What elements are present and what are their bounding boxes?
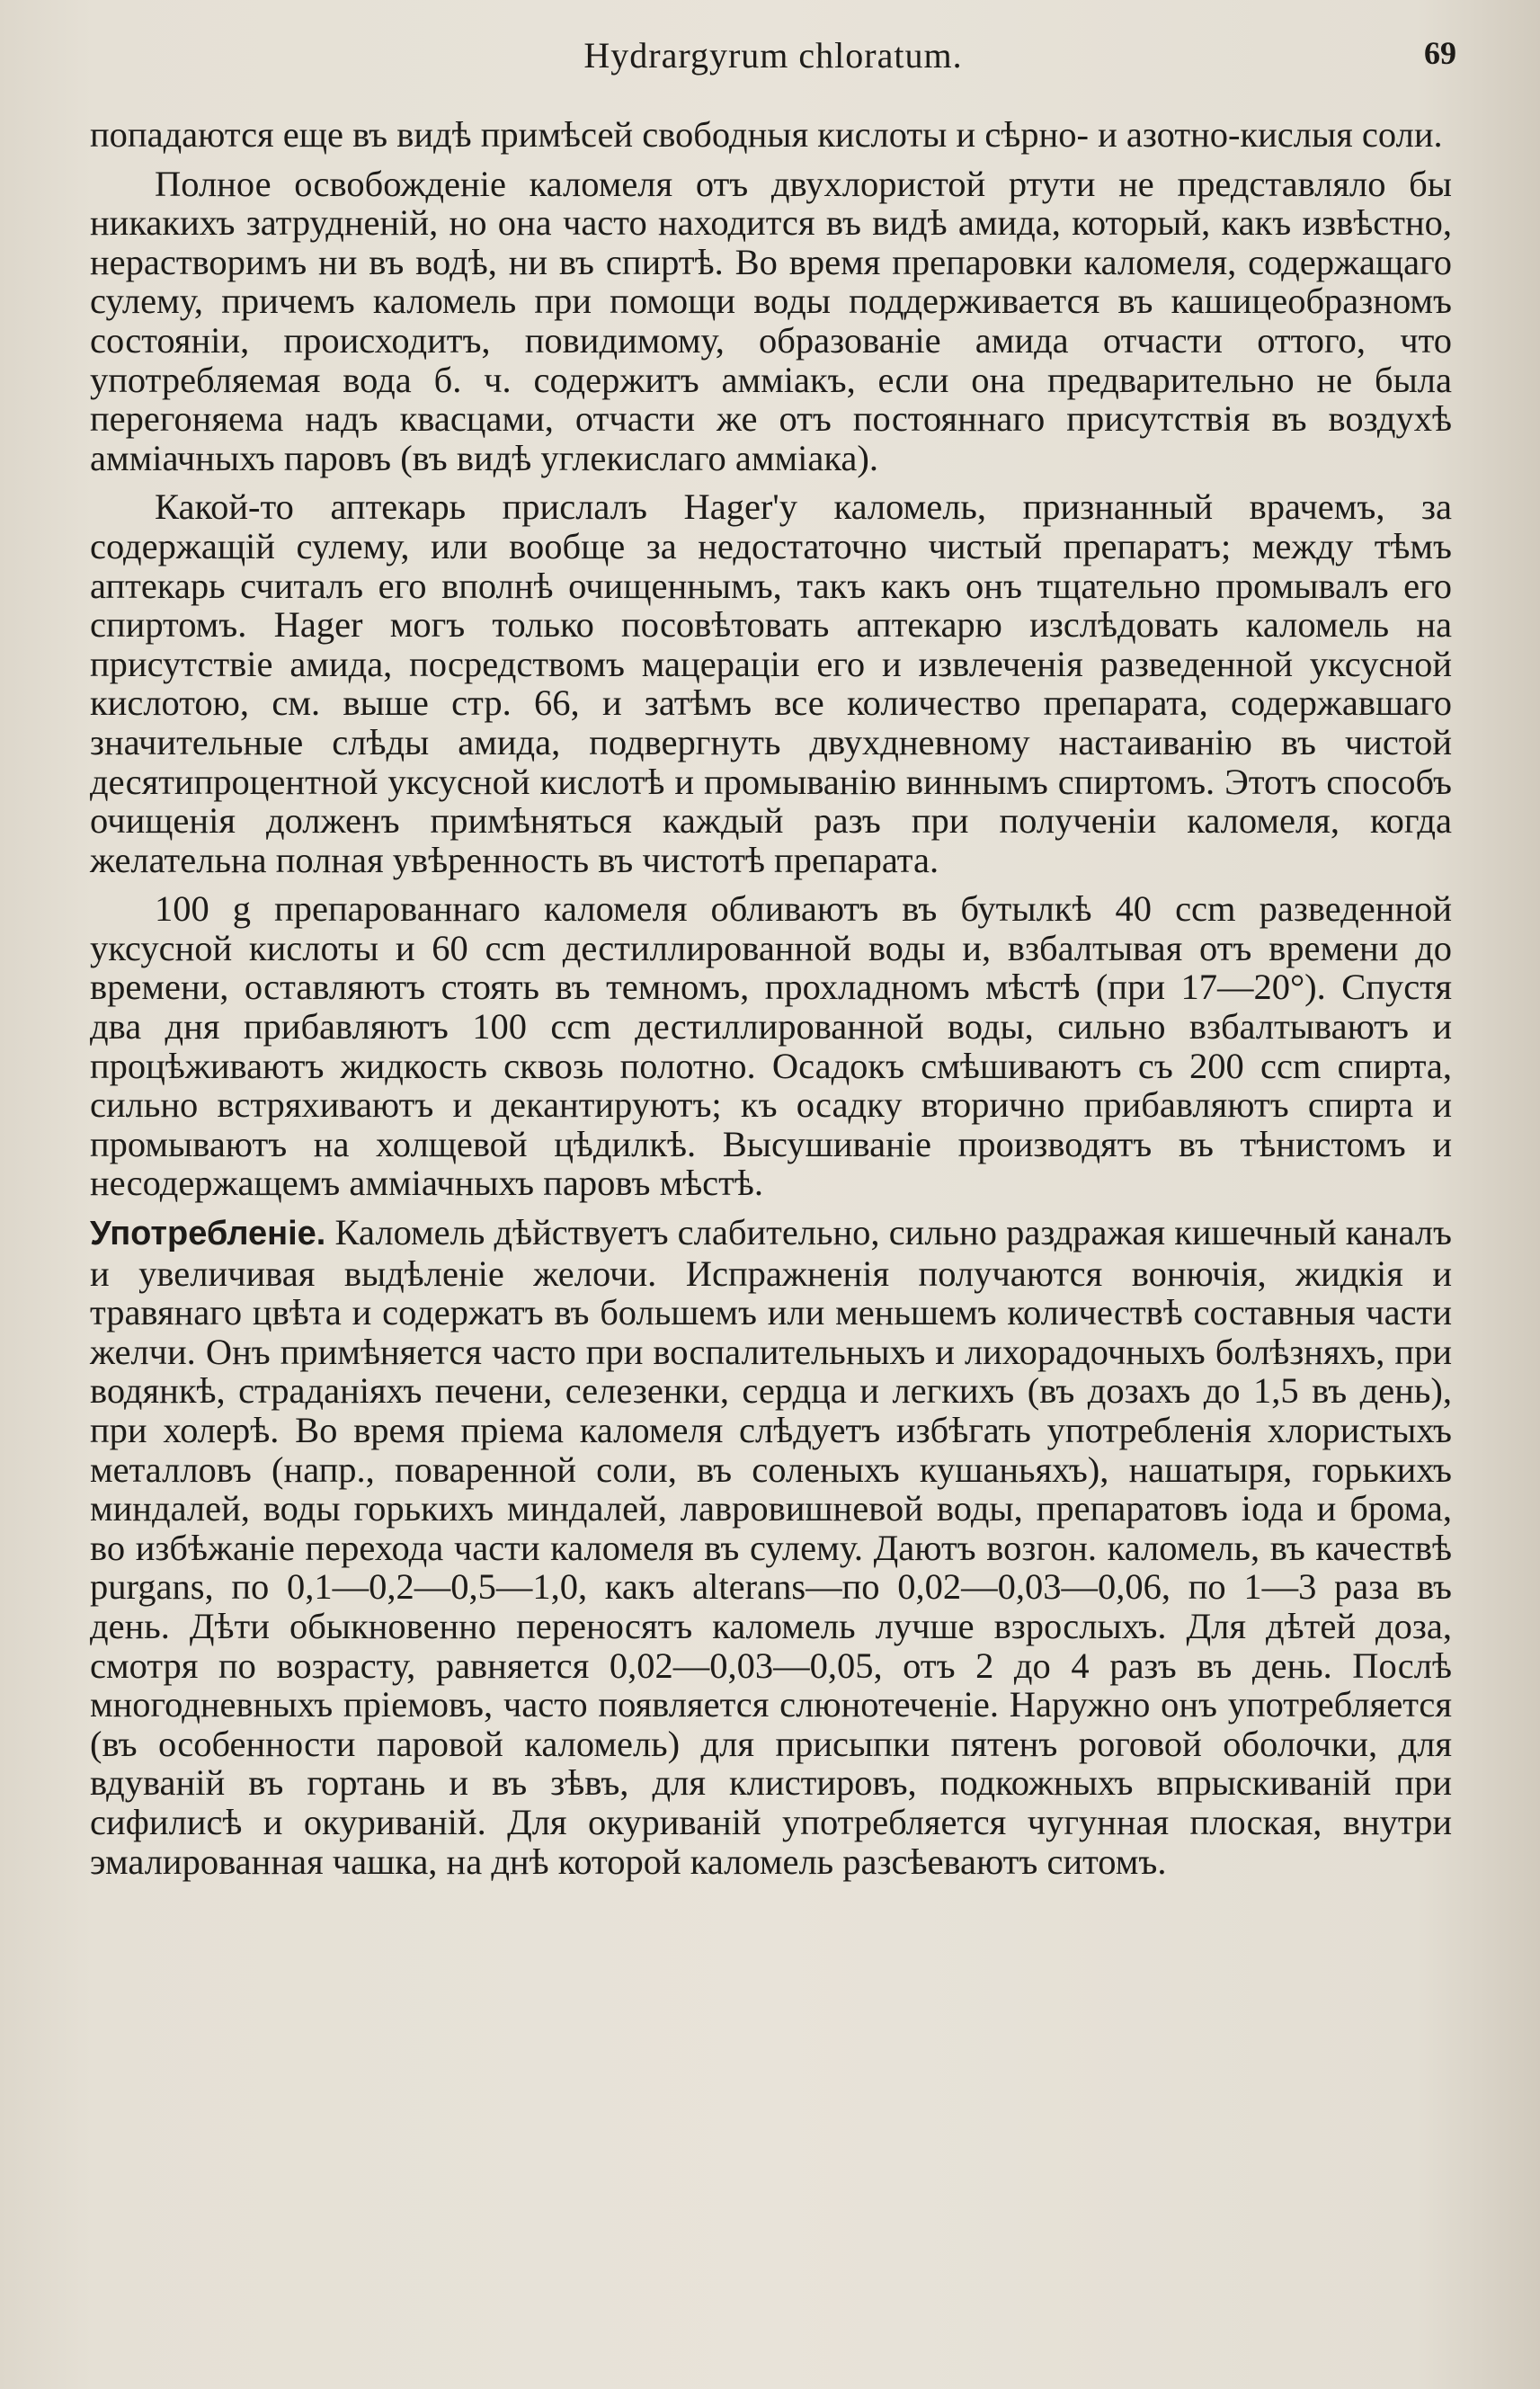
body-text (90, 115, 1452, 1881)
usage-heading: Употребленіе. (90, 1215, 326, 1253)
page-number: 69 (1424, 35, 1456, 71)
paragraph-3 (90, 487, 1452, 879)
paragraph-1-text: попадаются еще въ видѣ примѣсей свободныя кислоты и сѣрно- и азотно-кислыя соли. (90, 114, 1443, 155)
paragraph-1 (90, 115, 1452, 155)
paragraph-2-text: Полное освобожденіе каломеля отъ двухлористой ртути не представляло бы никакихъ затрудненій, но она часто находится въ видѣ амида, который, какъ извѣстно, нерастворимъ ни въ водѣ, ни въ спиртѣ. Во время препаровки каломеля, содержащаго сулему, причемъ каломель при помощи воды поддерживается въ кашицеобразномъ состояніи, происходитъ, повидимому, образованіе амида отчасти оттого, что употребляемая вода б. ч. содержитъ амміакъ, если она предварительно не была перегоняема надъ квасцами, отчасти же отъ постояннаго присутствія въ воздухѣ амміачныхъ паровъ (въ видѣ углекислаго амміака). (90, 163, 1452, 478)
paragraph-3-text: Какой-то аптекарь прислалъ Hager'у каломель, признанный врачемъ, за содержащій сулему, или вообще за недостаточно чистый препаратъ; между тѣмъ аптекарь считалъ его вполнѣ очищеннымъ, такъ какъ онъ тщательно промывалъ его спиртомъ. Hager могъ только посовѣтовать аптекарю изслѣдовать каломель на присутствіе амида, посредствомъ мацераціи его и извлеченія разведенной уксусной кислотою, см. выше стр. 66, и затѣмъ все количество препарата, содержавшаго значительные слѣды амида, подвергнуть двухдневному настаиванію въ чистой десятипроцентной уксусной кислотѣ и промыванію виннымъ спиртомъ. Этотъ способъ очищенія долженъ примѣняться каждый разъ при полученіи каломеля, когда желательна полная увѣренность въ чистотѣ препарата. (90, 486, 1452, 880)
running-title: Hydrargyrum chloratum. (583, 35, 963, 76)
paragraph-2 (90, 165, 1452, 478)
paragraph-4-text: 100 g препарованнаго каломеля обливаютъ въ бутылкѣ 40 ccm разведенной уксусной кислоты и 60 ccm дестиллированной воды и, взбалтывая отъ времени до времени, оставляютъ стоять въ темномъ, прохладномъ мѣстѣ (при 17—20°). Спустя два дня прибавляютъ 100 ccm дестиллированной воды, сильно взбалтываютъ и процѣживаютъ жидкость сквозь полотно. Осадокъ смѣшиваютъ съ 200 ccm спирта, сильно встряхиваютъ и декантируютъ; къ осадку вторично прибавляютъ спирта и промываютъ на холщевой цѣдилкѣ. Высушиваніе производятъ въ тѣнистомъ и несодержащемъ амміачныхъ паровъ мѣстѣ. (90, 888, 1452, 1204)
paragraph-4 (90, 889, 1452, 1203)
page-header (90, 34, 1456, 85)
paragraph-5 (90, 1213, 1452, 1881)
paragraph-5-text: Каломель дѣйствуетъ слабительно, сильно раздражая кишечный каналъ и увеличивая выдѣленіе желочи. Испражненія получаются вонючія, жидкія и травянаго цвѣта и содержатъ въ большемъ или меньшемъ количествѣ составныя части желчи. Онъ примѣняется часто при воспалительныхъ и лихорадочныхъ болѣзняхъ, при водянкѣ, страданіяхъ печени, селезенки, сердца и легкихъ (въ дозахъ до 1,5 въ день), при холерѣ. Во время пріема каломеля слѣдуетъ избѣгать употребленія хлористыхъ металловъ (напр., поваренной соли, въ соленыхъ кушаньяхъ), нашатыря, горькихъ миндалей, воды горькихъ миндалей, лавровишневой воды, препаратовъ іода и брома, во избѣжаніе перехода части каломеля въ сулему. Даютъ возгон. каломель, въ качествѣ purgans, по 0,1—0,2—0,5—1,0, какъ alterans—по 0,02—0,03—0,06, по 1—3 раза въ день. Дѣти обыкновенно переносятъ каломель лучше взрослыхъ. Для дѣтей доза, смотря по возрасту, равняется 0,02—0,03—0,05, отъ 2 до 4 разъ въ день. Послѣ многодневныхъ пріемовъ, часто появляется слюнотеченіе. Наружно онъ употребляется (въ особенности паровой каломель) для присыпки пятенъ роговой оболочки, для вдуваній въ гортань и въ зѣвъ, для клистировъ, подкожныхъ впрыскиваній при сифилисѣ и окуриваній. Для окуриваній употребляется чугунная плоская, внутри эмалированная чашка, на днѣ которой каломель разсѣеваютъ ситомъ. (90, 1212, 1452, 1882)
